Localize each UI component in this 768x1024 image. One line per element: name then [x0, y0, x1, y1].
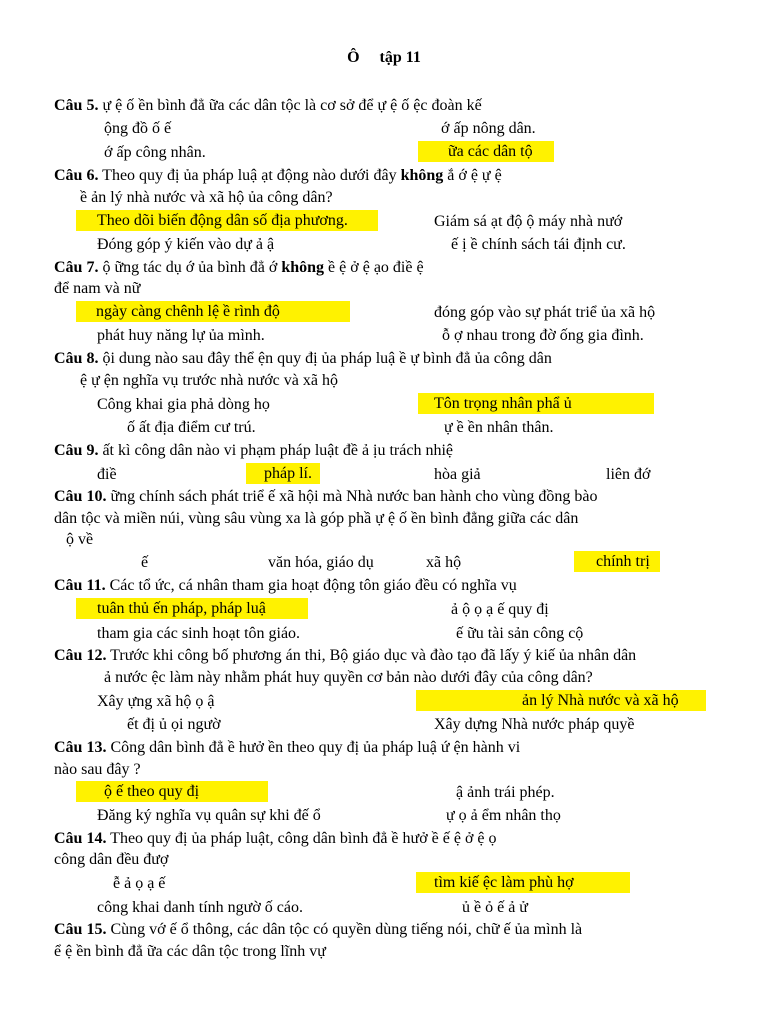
question-13-option-d: ự ọ ả ểm nhân thọ — [446, 807, 561, 824]
question-14-line-1: Câu 14. Theo quy đị ủa pháp luật, công dân bình đẳ ề hưở ề ế ệ ở ệ ọ — [54, 830, 497, 847]
question-15-number: Câu 15. — [54, 921, 107, 938]
question-5-answer-highlight: ữa các dân tộ — [418, 141, 554, 162]
question-13-number: Câu 13. — [54, 739, 107, 756]
question-6-line-2: ề ản lý nhà nước và xã hộ ủa công dân? — [80, 189, 333, 206]
question-14-option-c: công khai danh tính ngườ ố cáo. — [97, 899, 303, 916]
question-6-line-1: Câu 6. Theo quy đị ủa pháp luậ ạt động nào dưới đây không ắ ớ ệ ự ệ — [54, 167, 502, 184]
question-11-answer-highlight: tuân thủ ến pháp, pháp luậ — [76, 598, 308, 619]
question-9-line-1: Câu 9. ất kì công dân nào vi phạm pháp luật đề ả ịu trách nhiệ — [54, 442, 454, 459]
question-5-number: Câu 5. — [54, 97, 99, 114]
question-15-line-1: Câu 15. Cùng vớ ế ổ thông, các dân tộc có quyền dùng tiếng nói, chữ ế ủa mình là — [54, 921, 583, 938]
question-10-number: Câu 10. — [54, 488, 107, 505]
question-9-option-c: hòa giả — [434, 466, 481, 483]
question-10-line-2: dân tộc và miền núi, vùng sâu vùng xa là góp phầ ự ệ ố ền bình đẳng giữa các dân — [54, 510, 579, 527]
question-10-line-1: Câu 10. ững chính sách phát triể ế xã hội mà Nhà nước ban hành cho vùng đồng bào — [54, 488, 598, 505]
question-7-number: Câu 7. — [54, 259, 99, 276]
question-11-number: Câu 11. — [54, 577, 106, 594]
question-9-answer-highlight: pháp lí. — [246, 463, 320, 484]
question-9-option-d: liên đớ — [606, 466, 651, 483]
question-12-option-a: Xây ựng xã hộ ọ ậ — [97, 693, 215, 710]
question-8-line-1: Câu 8. ội dung nào sau đây thể ện quy đị ủa pháp luậ ề ự bình đẳ ủa công dân — [54, 350, 552, 367]
question-8-option-c: ố ất địa điểm cư trú. — [127, 419, 256, 436]
question-12-option-c: ết đị ủ ọi ngườ — [127, 716, 221, 733]
question-10-option-b: văn hóa, giáo dụ — [268, 554, 374, 571]
question-5-line-1: Câu 5. ự ệ ố ền bình đẳ ữa các dân tộc là cơ sở để ự ệ ố ệc đoàn kế — [54, 97, 482, 114]
question-6-option-d: ế ị ề chính sách tái định cư. — [451, 236, 626, 253]
question-15-line-2: ể ệ ền bình đẳ ữa các dân tộc trong lĩnh vự — [54, 943, 326, 960]
question-7-option-c: phát huy năng lự ủa mình. — [97, 327, 265, 344]
question-8-line-2: ệ ự ện nghĩa vụ trước nhà nước và xã hộ — [80, 372, 338, 389]
question-5-option-b: ớ ấp nông dân. — [441, 120, 536, 137]
question-8-answer-highlight: Tôn trọng nhân phẩ ủ — [418, 393, 654, 414]
question-11-option-d: ế ữu tài sản công cộ — [456, 625, 584, 642]
question-10-option-a: ế — [141, 554, 149, 571]
question-7-option-b: đóng góp vào sự phát triể ủa xã hộ — [434, 304, 656, 321]
question-10-answer-highlight: chính trị — [574, 551, 660, 572]
question-6-keyword: không — [400, 167, 444, 184]
question-13-option-b: ậ ảnh trái phép. — [456, 784, 555, 801]
question-12-line-2: ả nước ệc làm này nhằm phát huy quyền cơ bản nào dưới đây của công dân? — [104, 669, 593, 686]
question-14-option-a: ễ ả ọ ạ ế — [113, 875, 166, 892]
question-6-number: Câu 6. — [54, 167, 99, 184]
question-5-option-a: ộng đồ ố ế — [104, 120, 172, 137]
question-7-keyword: không — [281, 259, 325, 276]
question-8-number: Câu 8. — [54, 350, 99, 367]
question-9-number: Câu 9. — [54, 442, 99, 459]
question-11-option-b: ả ộ ọ ạ ế quy đị — [451, 601, 549, 618]
question-11-option-c: tham gia các sinh hoạt tôn giáo. — [97, 625, 301, 642]
question-12-option-d: Xây dựng Nhà nước pháp quyề — [434, 716, 635, 733]
question-12-number: Câu 12. — [54, 647, 107, 664]
question-7-option-d: ỗ ợ nhau trong đờ ống gia đình. — [442, 327, 644, 344]
question-14-number: Câu 14. — [54, 830, 107, 847]
question-12-line-1: Câu 12. Trước khi công bố phương án thi, Bộ giáo dục và đào tạo đã lấy ý kiế ủa nhân dân — [54, 647, 637, 664]
question-13-line-1: Câu 13. Công dân bình đẳ ề hưở ền theo quy đị ủa pháp luậ ứ ện hành vi — [54, 739, 521, 756]
question-8-option-d: ự ề ền nhân thân. — [444, 419, 554, 436]
question-10-option-c: xã hộ — [426, 554, 462, 571]
question-13-option-c: Đăng ký nghĩa vụ quân sự khi đế ổ — [97, 807, 321, 824]
question-6-option-c: Đóng góp ý kiến vào dự ả ậ — [97, 236, 275, 253]
question-14-answer-highlight: tìm kiế ệc làm phù hợ — [416, 872, 630, 893]
question-8-option-a: Công khai gia phả dòng họ — [97, 396, 270, 413]
question-13-answer-highlight: ộ ế theo quy đị — [76, 781, 268, 802]
question-14-line-2: công dân đều đượ — [54, 851, 169, 868]
question-11-line-1: Câu 11. Các tổ ức, cá nhân tham gia hoạt động tôn giáo đều có nghĩa vụ — [54, 577, 517, 594]
question-6-answer-highlight: Theo dõi biến động dân số địa phương. — [76, 210, 378, 231]
page-title: Ô tập 11 — [347, 49, 421, 66]
question-9-option-a: điề — [97, 466, 117, 483]
question-7-line-1: Câu 7. ộ ững tác dụ ớ ủa bình đẳ ớ không ề ệ ở ệ ạo điề ệ — [54, 259, 424, 276]
question-14-option-d: ủ ề ỏ ế ả ử — [462, 899, 528, 916]
question-13-line-2: nào sau đây ? — [54, 761, 141, 778]
question-10-line-3: ộ về — [66, 531, 94, 548]
question-7-answer-highlight: ngày càng chênh lệ ề rình độ — [76, 301, 350, 322]
question-5-option-c: ớ ấp công nhân. — [104, 144, 206, 161]
question-7-line-2: để nam và nữ — [54, 280, 141, 297]
question-6-option-b: Giám sá ạt độ ộ máy nhà nướ — [434, 213, 623, 230]
question-12-answer-highlight: ản lý Nhà nước và xã hộ — [416, 690, 706, 711]
